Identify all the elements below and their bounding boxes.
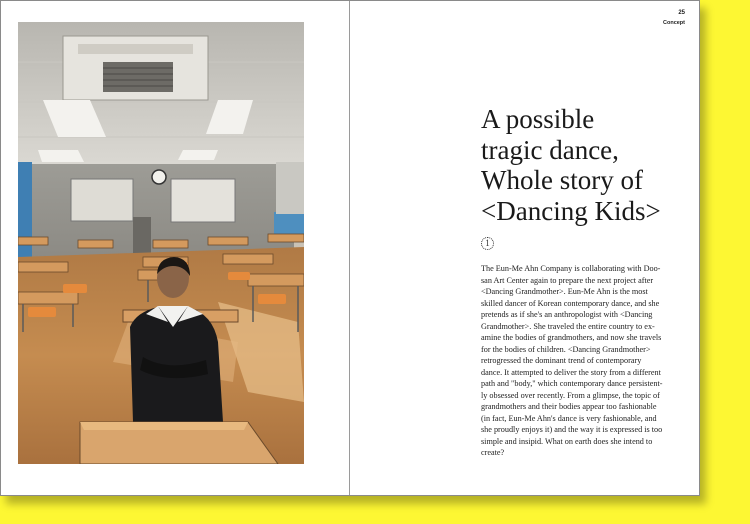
page-number: 25 [678, 10, 685, 16]
chapter-number-badge: 1 [481, 237, 494, 250]
body-line: retrogressed the dominant trend of contemporary [481, 356, 642, 365]
body-line: she proudly enjoys it) and the way it is expressed is too [481, 425, 663, 434]
body-line: grandmothers and their bodies appear too fashionable [481, 402, 657, 411]
body-line: dance. It attempted to deliver the story from a different [481, 367, 661, 377]
title-line: <Dancing Kids> [481, 195, 661, 226]
body-line: (in fact, Eun-Me Ahn's dance is very fashionable, and [481, 413, 657, 423]
body-line: pretends as if she's an anthropologist with <Dancing [481, 310, 653, 319]
article-body [481, 263, 681, 459]
section-label: Concept [663, 20, 685, 26]
body-line: amine the bodies of grandmothers, and now she travels [481, 333, 662, 342]
title-line: A possible [481, 104, 595, 134]
title-line: tragic dance, [481, 134, 619, 165]
body-line: skilled dancer of Korean contemporary dance, and she [481, 298, 660, 308]
body-line: simple and insipid. What on earth does she intend to [481, 436, 653, 446]
body-line: path and "body," which contemporary dance persistent- [481, 379, 663, 388]
body-line: san Art Center again to prepare the next project after [481, 275, 654, 285]
right-page [350, 1, 699, 495]
article-title [481, 104, 691, 226]
body-line: create? [481, 448, 505, 457]
body-line: The Eun-Me Ahn Company is collaborating with Doo- [481, 264, 661, 273]
classroom-photo [18, 22, 304, 464]
left-page [1, 1, 349, 495]
body-line: Grandmother>. She traveled the entire country to ex- [481, 321, 655, 331]
body-line: <Dancing Grandmother>. Eun-Me Ahn is the most [481, 287, 648, 296]
title-line: Whole story of [481, 165, 643, 195]
body-line: for the bodies of children. <Dancing Grandmother> [481, 344, 651, 354]
body-line: ly obsessed over recently. From a glimpse, the topic of [481, 390, 660, 400]
